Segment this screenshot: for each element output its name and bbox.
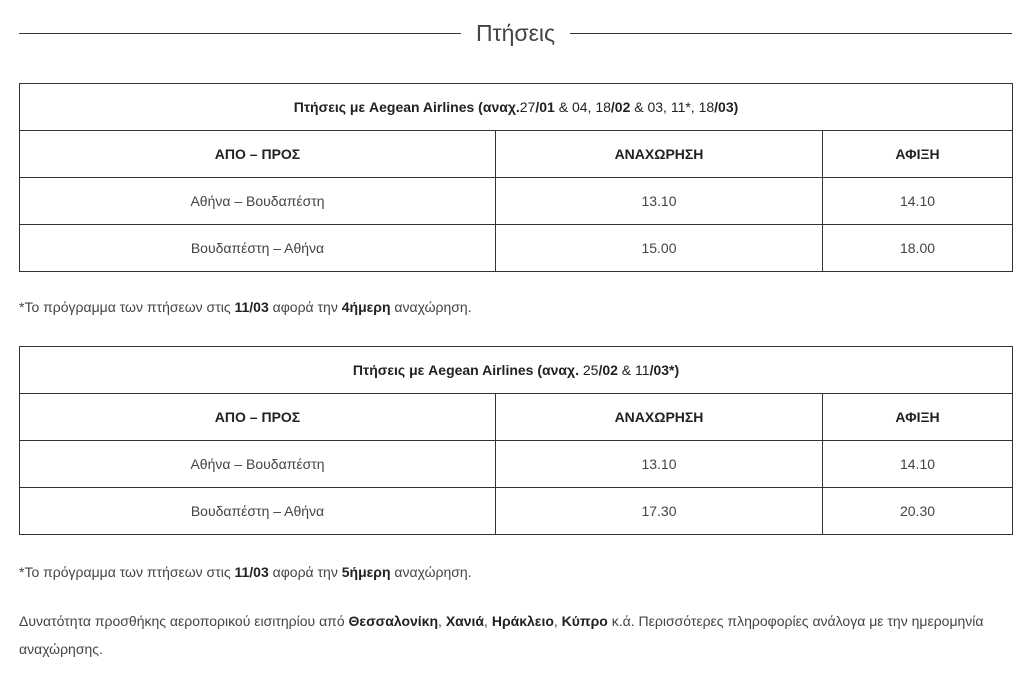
arrival-cell: 14.10	[823, 178, 1013, 225]
column-header-arrival: ΑΦΙΞΗ	[823, 394, 1013, 441]
table-header-row	[20, 394, 1013, 441]
heading-rule-left	[19, 33, 461, 34]
table-caption-row	[20, 84, 1013, 131]
departure-cell: 13.10	[496, 441, 823, 488]
schedule-note-2: *Το πρόγραμμα των πτήσεων στις 11/03 αφορά την 5ήμερη αναχώρηση.	[19, 564, 472, 580]
flights-table-2	[19, 346, 1013, 535]
table-row	[20, 178, 1013, 225]
column-header-route: ΑΠΟ – ΠΡΟΣ	[20, 394, 496, 441]
table-row	[20, 488, 1013, 535]
heading-rule-right	[570, 33, 1012, 34]
table-row	[20, 441, 1013, 488]
route-cell: Βουδαπέστη – Αθήνα	[20, 488, 496, 535]
schedule-note-1: *Το πρόγραμμα των πτήσεων στις 11/03 αφορά την 4ήμερη αναχώρηση.	[19, 299, 472, 315]
column-header-route: ΑΠΟ – ΠΡΟΣ	[20, 131, 496, 178]
route-cell: Βουδαπέστη – Αθήνα	[20, 225, 496, 272]
arrival-cell: 18.00	[823, 225, 1013, 272]
route-cell: Αθήνα – Βουδαπέστη	[20, 178, 496, 225]
column-header-departure: ΑΝΑΧΩΡΗΣΗ	[496, 394, 823, 441]
flights-table-1	[19, 83, 1013, 272]
section-title: Πτήσεις	[475, 20, 556, 46]
table-caption-row	[20, 347, 1013, 394]
arrival-cell: 14.10	[823, 441, 1013, 488]
extra-flight-info: Δυνατότητα προσθήκης αεροπορικού εισιτηρίου από Θεσσαλονίκη, Χανιά, Ηράκλειο, Κύπρο κ.ά. Περισσότερες πληροφορίες ανάλογα με την ημερομηνία αναχώρησης.	[19, 613, 984, 657]
table-row	[20, 225, 1013, 272]
arrival-cell: 20.30	[823, 488, 1013, 535]
departure-cell: 17.30	[496, 488, 823, 535]
table-caption: Πτήσεις με Aegean Airlines (αναχ. 25/02 & 11/03*)	[20, 347, 1013, 394]
table-header-row	[20, 131, 1013, 178]
column-header-departure: ΑΝΑΧΩΡΗΣΗ	[496, 131, 823, 178]
section-heading	[19, 14, 1012, 52]
departure-cell: 15.00	[496, 225, 823, 272]
column-header-arrival: ΑΦΙΞΗ	[823, 131, 1013, 178]
departure-cell: 13.10	[496, 178, 823, 225]
route-cell: Αθήνα – Βουδαπέστη	[20, 441, 496, 488]
table-caption: Πτήσεις με Aegean Airlines (αναχ.27/01 & 04, 18/02 & 03, 11*, 18/03)	[20, 84, 1013, 131]
